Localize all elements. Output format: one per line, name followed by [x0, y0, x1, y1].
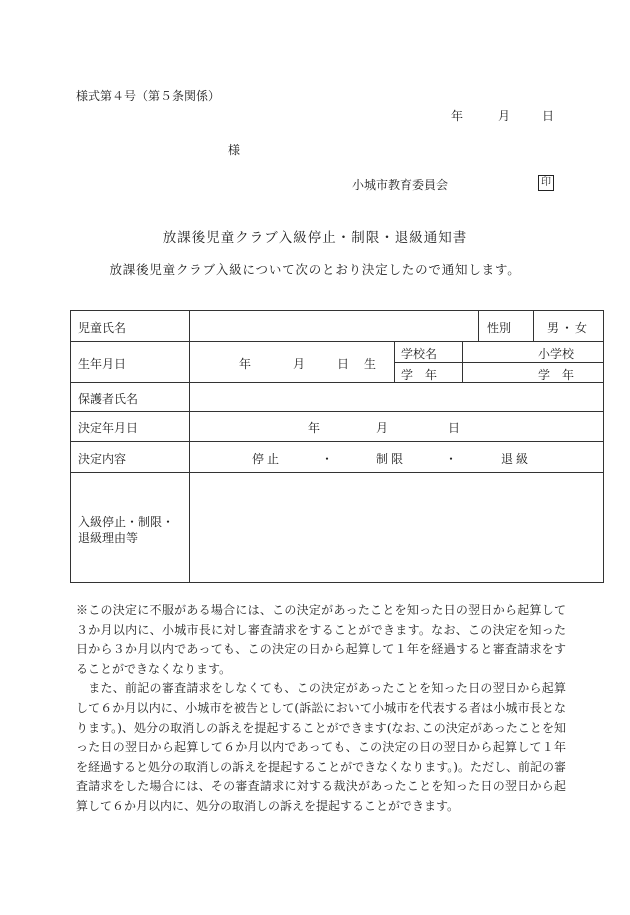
- guardian-name-label: 保護者氏名: [78, 392, 139, 406]
- decision-date-label: 決定年月日: [78, 421, 139, 435]
- option-separator: ・: [445, 452, 458, 466]
- notes-paragraph-1: ※この決定に不服がある場合には、この決定があったことを知った日の翌日から起算して３か月以内に、小城市長に対し審査請求をすることができます。なお、この決定を知った日から３か月以内であっても、この決定の日から起算して１年を経過すると審査請求をすることができなくなります。: [76, 603, 566, 676]
- school-name-label: 学校名: [401, 347, 438, 361]
- reason-label-line-1: 入級停止・制限・: [78, 515, 175, 529]
- document-title: 放課後児童クラブ入級停止・制限・退級通知書: [162, 230, 468, 246]
- appeal-notes: [76, 601, 566, 817]
- column-divider: [462, 341, 463, 382]
- row-divider: [71, 382, 603, 383]
- issuer-name: 小城市教育委員会: [352, 178, 449, 192]
- school-suffix: 小学校: [538, 347, 575, 361]
- date-year-label: 年: [451, 109, 464, 123]
- grade-suffix: 学 年: [538, 368, 575, 382]
- seal-mark: 印: [538, 175, 554, 191]
- child-name-field[interactable]: [190, 311, 478, 341]
- decision-month-label: 月: [376, 421, 389, 435]
- reason-label-line-2: 退級理由等: [78, 531, 139, 545]
- reason-label: [78, 514, 174, 546]
- column-divider: [394, 341, 395, 382]
- option-stop[interactable]: 停止: [252, 452, 283, 466]
- birth-month-label: 月: [293, 357, 306, 371]
- column-divider: [189, 311, 190, 582]
- birth-year-label: 年: [239, 357, 252, 371]
- gender-options[interactable]: 男・女: [547, 321, 590, 335]
- birth-suffix: 生: [364, 357, 377, 371]
- column-divider: [478, 311, 479, 341]
- row-divider: [71, 441, 603, 442]
- date-month-label: 月: [498, 109, 511, 123]
- notice-table: [70, 310, 604, 583]
- notes-paragraph-2: また、前記の審査請求をしなくても、この決定があったことを知った日の翌日から起算して６か月以内に、小城市を被告として(訴訟において小城市を代表する者は小城市長となります。)、処分の取消しの訴えを提起することができます(なお､この決定があったことを知った日の翌日から起算して６か月以内であっても、この決定の日の翌日から起算して１年を経過すると処分の取消しの訴えを提起することができなくなります。)。ただし、前記の審査請求をした場合には、その審査請求に対する裁決があったことを知った日の翌日から起算して６か月以内に、処分の取消しの訴えを提起することができます。: [76, 681, 566, 813]
- row-divider: [71, 472, 603, 473]
- row-divider: [394, 362, 603, 363]
- lead-sentence: 放課後児童クラブ入級について次のとおり決定したので通知します。: [109, 262, 521, 277]
- gender-label: 性別: [487, 321, 512, 335]
- option-separator: ・: [321, 452, 334, 466]
- decision-content-label: 決定内容: [78, 452, 127, 466]
- birth-day-label: 日: [337, 357, 350, 371]
- child-name-label: 児童氏名: [78, 321, 127, 335]
- recipient-suffix: 様: [228, 143, 241, 157]
- date-day-label: 日: [542, 109, 555, 123]
- column-divider: [533, 311, 534, 341]
- option-limit[interactable]: 制限: [376, 452, 407, 466]
- form-number: 様式第４号（第５条関係）: [76, 89, 221, 103]
- row-divider: [71, 411, 603, 412]
- option-withdraw[interactable]: 退級: [501, 452, 532, 466]
- birth-date-label: 生年月日: [78, 357, 127, 371]
- decision-year-label: 年: [308, 421, 321, 435]
- grade-label: 学 年: [401, 368, 438, 382]
- decision-day-label: 日: [448, 421, 461, 435]
- row-divider: [71, 341, 603, 342]
